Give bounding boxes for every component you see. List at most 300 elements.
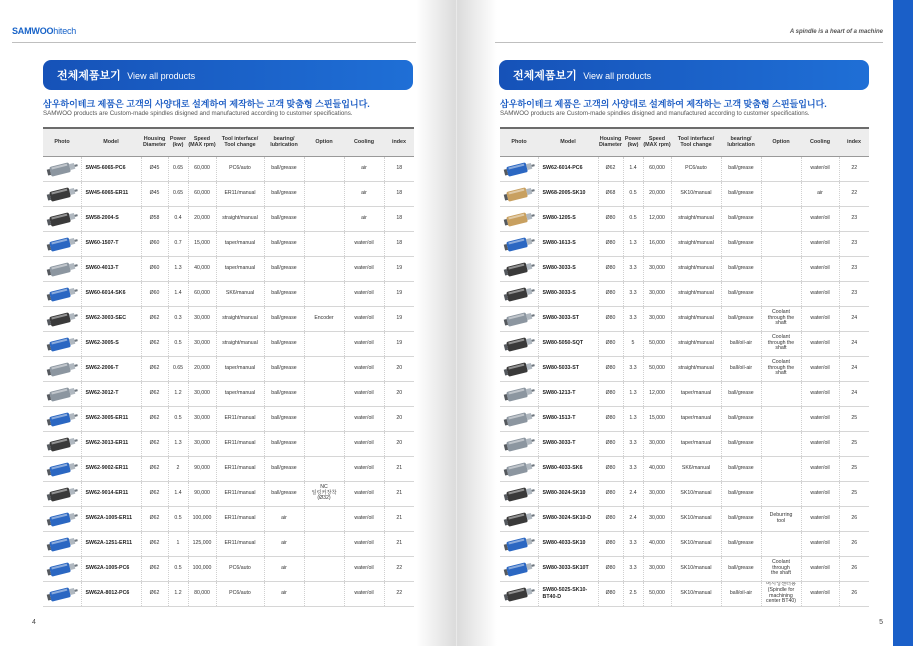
table-row: [43, 556, 414, 581]
cell-power: 0.5: [168, 406, 188, 431]
cell-index: 20: [384, 381, 414, 406]
cell-option: [761, 456, 801, 481]
cell-tool: ER11/manual: [216, 456, 264, 481]
gutter-shadow: [457, 0, 497, 646]
cell-index: 22: [839, 156, 869, 181]
cell-power: 1.4: [168, 281, 188, 306]
cell-bearing: ball/grease: [264, 206, 304, 231]
column-header-model: Model: [538, 128, 598, 156]
cell-model: SW80-4033-SK10: [538, 531, 598, 556]
cell-tool: SK10/manual: [671, 506, 721, 531]
cell-option: Encoder: [304, 306, 344, 331]
cell-housing: Ø80: [598, 206, 623, 231]
cell-model: SW80-3024-SK10: [538, 481, 598, 506]
column-header-index: index: [384, 128, 414, 156]
cell-bearing: ball/grease: [264, 181, 304, 206]
spindle-photo-icon: [45, 333, 79, 355]
spindle-photo-icon: [502, 508, 536, 530]
cell-photo: [43, 431, 81, 456]
column-header-bearing: bearing/ lubrication: [264, 128, 304, 156]
cell-bearing: ball/grease: [721, 456, 761, 481]
cell-index: 20: [384, 431, 414, 456]
cell-model: SW62-3012-T: [81, 381, 141, 406]
spindle-photo-icon: [502, 358, 536, 380]
cell-tool: PC6/auto: [216, 581, 264, 606]
cell-tool: straight/manual: [671, 306, 721, 331]
cell-index: 26: [839, 581, 869, 606]
cell-option: [304, 331, 344, 356]
cell-housing: Ø80: [598, 431, 623, 456]
cell-housing: Ø62: [141, 456, 168, 481]
cell-cooling: water/oil: [344, 281, 384, 306]
cell-cooling: water/oil: [344, 356, 384, 381]
section-banner: [499, 60, 869, 90]
banner-title-kr: 전체제품보기: [57, 70, 121, 82]
cell-index: 22: [384, 581, 414, 606]
column-header-photo: Photo: [500, 128, 538, 156]
cell-photo: [500, 481, 538, 506]
cell-index: 18: [384, 231, 414, 256]
cell-option: Coolant through the shaft: [761, 556, 801, 581]
cell-power: 1.4: [623, 156, 643, 181]
cell-bearing: ball/grease: [721, 506, 761, 531]
cell-bearing: ball/grease: [721, 181, 761, 206]
spindle-photo-icon: [502, 333, 536, 355]
cell-index: 23: [839, 281, 869, 306]
cell-cooling: water/oil: [344, 456, 384, 481]
cell-model: SW80-5033-ST: [538, 356, 598, 381]
cell-index: 23: [839, 231, 869, 256]
table-row: [500, 581, 869, 606]
cell-option: [304, 406, 344, 431]
spindle-photo-icon: [502, 158, 536, 180]
cell-model: SW60-6014-SK6: [81, 281, 141, 306]
cell-power: 2.4: [623, 506, 643, 531]
cell-power: 1.2: [168, 381, 188, 406]
banner-title-en: View all products: [127, 71, 196, 81]
table-row: [500, 356, 869, 381]
section-subtitle: 삼우하이테크 제품은 고객의 사양대로 설계하여 제작하는 고객 맞춤형 스핀들입니다.: [43, 99, 370, 109]
cell-housing: Ø68: [598, 181, 623, 206]
spindle-photo-icon: [45, 383, 79, 405]
edge-color-tab: [893, 0, 913, 646]
spindle-photo-icon: [45, 483, 79, 505]
table-row: [43, 356, 414, 381]
cell-speed: 60,000: [643, 156, 671, 181]
cell-photo: [43, 506, 81, 531]
cell-speed: 60,000: [188, 156, 216, 181]
page-number: 4: [32, 619, 36, 626]
cell-tool: ER11/manual: [216, 506, 264, 531]
table-row: [500, 381, 869, 406]
logo-light: hitech: [53, 26, 77, 36]
column-header-model: Model: [81, 128, 141, 156]
table-row: [43, 306, 414, 331]
cell-tool: SK10/manual: [671, 556, 721, 581]
logo-bold: SAMWOO: [12, 26, 54, 36]
cell-model: SW62-3005-S: [81, 331, 141, 356]
cell-speed: 20,000: [643, 181, 671, 206]
cell-tool: ER11/manual: [216, 481, 264, 506]
cell-index: 26: [839, 531, 869, 556]
cell-speed: 30,000: [643, 556, 671, 581]
cell-model: SW60-1507-T: [81, 231, 141, 256]
table-row: [500, 231, 869, 256]
cell-option: [304, 556, 344, 581]
cell-model: SW62A-1005-ER11: [81, 506, 141, 531]
cell-cooling: water/oil: [801, 556, 839, 581]
spindle-photo-icon: [502, 458, 536, 480]
cell-option: [304, 281, 344, 306]
cell-cooling: air: [344, 156, 384, 181]
cell-model: SW80-1513-T: [538, 406, 598, 431]
cell-index: 18: [384, 156, 414, 181]
cell-speed: 30,000: [643, 431, 671, 456]
spindle-photo-icon: [45, 508, 79, 530]
cell-power: 1.3: [623, 406, 643, 431]
section-subtitle: 삼우하이테크 제품은 고객의 사양대로 설계하여 제작하는 고객 맞춤형 스핀들입니다.: [500, 99, 827, 109]
banner-title-en: View all products: [583, 71, 652, 81]
cell-housing: Ø80: [598, 256, 623, 281]
cell-bearing: ball/grease: [721, 256, 761, 281]
cell-tool: taper/manual: [671, 406, 721, 431]
column-header-cooling: Cooling: [344, 128, 384, 156]
cell-power: 0.5: [168, 556, 188, 581]
cell-bearing: ball/grease: [264, 281, 304, 306]
cell-power: 1.4: [168, 481, 188, 506]
cell-housing: Ø62: [141, 556, 168, 581]
cell-bearing: ball/grease: [264, 481, 304, 506]
table-row: [43, 506, 414, 531]
cell-model: SW62-3003-SEC: [81, 306, 141, 331]
cell-power: 0.7: [168, 231, 188, 256]
cell-cooling: water/oil: [344, 331, 384, 356]
column-header-power: Power (kw): [168, 128, 188, 156]
cell-option: [304, 356, 344, 381]
table-row: [500, 556, 869, 581]
cell-tool: SK10/manual: [671, 181, 721, 206]
cell-speed: 30,000: [643, 481, 671, 506]
cell-photo: [500, 206, 538, 231]
cell-tool: taper/manual: [671, 381, 721, 406]
cell-speed: 50,000: [643, 581, 671, 606]
cell-model: SW60-4013-T: [81, 256, 141, 281]
cell-housing: Ø80: [598, 531, 623, 556]
cell-tool: ER11/manual: [216, 431, 264, 456]
table-row: [500, 206, 869, 231]
cell-option: [304, 156, 344, 181]
cell-photo: [500, 156, 538, 181]
cell-power: 1: [168, 531, 188, 556]
cell-tool: SK10/manual: [671, 581, 721, 606]
cell-photo: [500, 231, 538, 256]
table-header-row: [43, 128, 414, 156]
cell-cooling: water/oil: [801, 506, 839, 531]
cell-option: [761, 531, 801, 556]
cell-index: 21: [384, 456, 414, 481]
table-row: [43, 456, 414, 481]
cell-bearing: ball/grease: [721, 156, 761, 181]
cell-option: [761, 181, 801, 206]
cell-tool: straight/manual: [671, 231, 721, 256]
cell-speed: 30,000: [188, 306, 216, 331]
page-right: [457, 0, 913, 646]
table-row: [43, 481, 414, 506]
cell-photo: [43, 231, 81, 256]
cell-photo: [43, 331, 81, 356]
cell-bearing: air: [264, 531, 304, 556]
cell-speed: 60,000: [188, 281, 216, 306]
spindle-photo-icon: [45, 208, 79, 230]
cell-speed: 125,000: [188, 531, 216, 556]
cell-model: SW80-1205-S: [538, 206, 598, 231]
cell-cooling: water/oil: [801, 156, 839, 181]
table-row: [500, 181, 869, 206]
cell-index: 21: [384, 531, 414, 556]
cell-tool: PC6/auto: [216, 556, 264, 581]
table-row: [43, 331, 414, 356]
cell-power: 0.5: [168, 506, 188, 531]
cell-cooling: water/oil: [344, 506, 384, 531]
cell-cooling: water/oil: [801, 406, 839, 431]
cell-tool: straight/manual: [671, 356, 721, 381]
cell-bearing: ball/grease: [721, 381, 761, 406]
cell-index: 24: [839, 356, 869, 381]
cell-bearing: ball/grease: [721, 231, 761, 256]
column-header-tool: Tool interface/ Tool change: [216, 128, 264, 156]
cell-tool: straight/manual: [216, 206, 264, 231]
cell-index: 21: [384, 506, 414, 531]
cell-speed: 50,000: [643, 331, 671, 356]
cell-model: SW62-6014-PC6: [538, 156, 598, 181]
column-header-housing: Housing Diameter: [141, 128, 168, 156]
cell-option: [761, 156, 801, 181]
column-header-power: Power (kw): [623, 128, 643, 156]
cell-photo: [500, 256, 538, 281]
spindle-photo-icon: [502, 558, 536, 580]
cell-tool: PC6/auto: [216, 156, 264, 181]
cell-model: SW62-3005-ER11: [81, 406, 141, 431]
cell-index: 26: [839, 506, 869, 531]
cell-bearing: ball/grease: [264, 431, 304, 456]
table-row: [500, 506, 869, 531]
cell-photo: [500, 431, 538, 456]
cell-power: 3.3: [623, 556, 643, 581]
cell-bearing: ball/grease: [264, 156, 304, 181]
cell-tool: taper/manual: [216, 231, 264, 256]
spindle-photo-icon: [502, 308, 536, 330]
cell-photo: [500, 531, 538, 556]
spindle-photo-icon: [45, 233, 79, 255]
cell-model: SW80-1613-S: [538, 231, 598, 256]
cell-bearing: ball/grease: [721, 556, 761, 581]
cell-tool: straight/manual: [671, 331, 721, 356]
cell-housing: Ø62: [141, 431, 168, 456]
cell-speed: 20,000: [188, 356, 216, 381]
cell-housing: Ø60: [141, 231, 168, 256]
table-row: [43, 156, 414, 181]
cell-index: 19: [384, 281, 414, 306]
cell-option: [761, 206, 801, 231]
cell-bearing: ball/grease: [721, 531, 761, 556]
cell-bearing: ball/grease: [721, 306, 761, 331]
cell-photo: [500, 406, 538, 431]
cell-photo: [43, 581, 81, 606]
cell-cooling: air: [801, 181, 839, 206]
cell-housing: Ø58: [141, 206, 168, 231]
cell-tool: taper/manual: [216, 356, 264, 381]
cell-photo: [43, 206, 81, 231]
spindle-photo-icon: [45, 458, 79, 480]
table-row: [500, 431, 869, 456]
cell-tool: SK10/manual: [671, 531, 721, 556]
cell-photo: [500, 456, 538, 481]
cell-cooling: water/oil: [344, 306, 384, 331]
cell-power: 0.5: [623, 181, 643, 206]
cell-photo: [500, 556, 538, 581]
cell-model: SW80-3024-SK10-D: [538, 506, 598, 531]
cell-model: SW80-3033-SK10T: [538, 556, 598, 581]
cell-model: SW80-1213-T: [538, 381, 598, 406]
cell-photo: [43, 481, 81, 506]
cell-speed: 80,000: [188, 581, 216, 606]
cell-index: 19: [384, 306, 414, 331]
header-rule: [495, 42, 883, 43]
column-header-photo: Photo: [43, 128, 81, 156]
column-header-speed: Speed (MAX rpm): [188, 128, 216, 156]
cell-index: 18: [384, 181, 414, 206]
cell-tool: straight/manual: [216, 331, 264, 356]
cell-tool: straight/manual: [671, 281, 721, 306]
column-header-option: Option: [761, 128, 801, 156]
cell-power: 3.3: [623, 306, 643, 331]
cell-bearing: ball/grease: [721, 481, 761, 506]
cell-housing: Ø62: [141, 356, 168, 381]
cell-option: 머시닝센터용 (Spindle for machining center BT40): [761, 581, 801, 606]
spindle-photo-icon: [502, 233, 536, 255]
cell-power: 3.3: [623, 256, 643, 281]
cell-bearing: ball/grease: [721, 406, 761, 431]
cell-index: 20: [384, 406, 414, 431]
cell-photo: [43, 406, 81, 431]
cell-tool: SK10/manual: [671, 481, 721, 506]
cell-power: 3.3: [623, 456, 643, 481]
cell-bearing: air: [264, 556, 304, 581]
table-row: [500, 456, 869, 481]
spindle-photo-icon: [502, 583, 536, 605]
cell-speed: 100,000: [188, 556, 216, 581]
cell-index: 26: [839, 556, 869, 581]
cell-speed: 30,000: [188, 406, 216, 431]
cell-index: 24: [839, 381, 869, 406]
cell-housing: Ø80: [598, 381, 623, 406]
cell-index: 23: [839, 256, 869, 281]
product-table: [43, 127, 414, 607]
cell-model: SW62A-1251-ER11: [81, 531, 141, 556]
cell-speed: 50,000: [643, 356, 671, 381]
table-row: [500, 256, 869, 281]
brand-logo: [12, 26, 76, 36]
cell-housing: Ø62: [141, 481, 168, 506]
cell-model: SW45-6065-PC6: [81, 156, 141, 181]
table-header-row: [500, 128, 869, 156]
spindle-photo-icon: [502, 258, 536, 280]
cell-bearing: air: [264, 506, 304, 531]
cell-cooling: water/oil: [801, 581, 839, 606]
cell-cooling: water/oil: [801, 356, 839, 381]
cell-speed: 30,000: [643, 281, 671, 306]
table-row: [500, 156, 869, 181]
cell-option: Coolant through the shaft: [761, 331, 801, 356]
cell-model: SW62-9014-ER11: [81, 481, 141, 506]
cell-photo: [43, 256, 81, 281]
cell-option: [761, 256, 801, 281]
cell-photo: [500, 506, 538, 531]
cell-index: 19: [384, 331, 414, 356]
cell-photo: [43, 306, 81, 331]
cell-photo: [43, 356, 81, 381]
cell-photo: [500, 381, 538, 406]
cell-photo: [500, 356, 538, 381]
cell-photo: [43, 156, 81, 181]
cell-photo: [500, 181, 538, 206]
product-table: [500, 127, 869, 607]
cell-housing: Ø60: [141, 281, 168, 306]
cell-speed: 30,000: [643, 256, 671, 281]
cell-housing: Ø80: [598, 556, 623, 581]
cell-power: 0.5: [168, 331, 188, 356]
spindle-photo-icon: [45, 558, 79, 580]
section-subnote: SAMWOO products are Custom-made spindles disigned and manufactured according to customer specifications.: [500, 110, 810, 117]
table-row: [43, 406, 414, 431]
cell-cooling: water/oil: [801, 306, 839, 331]
cell-option: [304, 231, 344, 256]
cell-power: 3.3: [623, 356, 643, 381]
cell-bearing: ball/grease: [264, 356, 304, 381]
table-row: [500, 281, 869, 306]
banner-title-kr: 전체제품보기: [513, 70, 577, 82]
cell-option: [304, 431, 344, 456]
cell-photo: [43, 281, 81, 306]
cell-housing: Ø80: [598, 481, 623, 506]
cell-index: 25: [839, 456, 869, 481]
cell-cooling: water/oil: [801, 431, 839, 456]
cell-model: SW80-3033-T: [538, 431, 598, 456]
cell-tool: straight/manual: [671, 256, 721, 281]
cell-index: 18: [384, 206, 414, 231]
cell-option: [304, 456, 344, 481]
spindle-photo-icon: [45, 433, 79, 455]
spindle-photo-icon: [502, 533, 536, 555]
cell-option: [304, 506, 344, 531]
cell-index: 25: [839, 406, 869, 431]
cell-speed: 40,000: [643, 531, 671, 556]
cell-bearing: ball/grease: [721, 431, 761, 456]
table-row: [43, 431, 414, 456]
gutter-shadow: [416, 0, 456, 646]
cell-photo: [500, 581, 538, 606]
cell-power: 1.3: [623, 231, 643, 256]
cell-tool: straight/manual: [216, 306, 264, 331]
cell-housing: Ø80: [598, 456, 623, 481]
cell-cooling: water/oil: [801, 381, 839, 406]
column-header-option: Option: [304, 128, 344, 156]
cell-bearing: ball/grease: [264, 306, 304, 331]
cell-speed: 90,000: [188, 481, 216, 506]
cell-power: 5: [623, 331, 643, 356]
cell-option: [761, 406, 801, 431]
cell-model: SW62A-8012-PC6: [81, 581, 141, 606]
